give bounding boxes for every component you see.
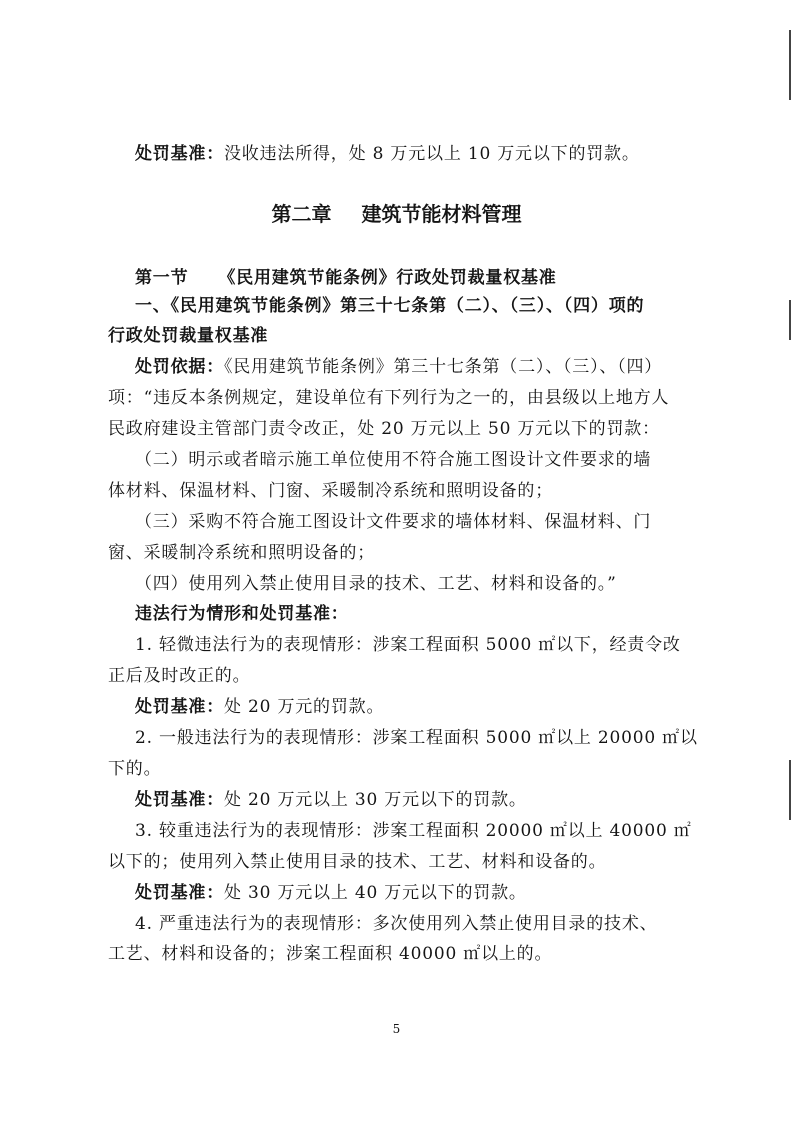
clause-3-line-2: 窗、采暖制冷系统和照明设备的； <box>108 543 375 563</box>
chapter-title <box>0 200 793 228</box>
clause-4-line-1: （四）使用列入禁止使用目录的技术、工艺、材料和设备的。” <box>135 574 617 594</box>
circumstance-3-basis-text: 处 30 万元以上 40 万元以下的罚款。 <box>224 883 527 903</box>
section-number: 第一节 <box>135 268 189 288</box>
circumstances-heading: 违法行为情形和处罚基准： <box>135 604 349 624</box>
chapter-name: 建筑节能材料管理 <box>361 202 522 226</box>
circumstance-2-basis <box>135 788 715 812</box>
section-name: 《民用建筑节能条例》行政处罚裁量权基准 <box>218 268 557 288</box>
circumstance-3-basis-label: 处罚基准： <box>135 883 224 903</box>
item-title-line-1: 一、《民用建筑节能条例》第三十七条第（二）、（三）、（四）项的 <box>135 296 645 316</box>
circumstance-4-line-1: 4. 严重违法行为的表现情形：多次使用列入禁止使用目录的技术、 <box>135 914 658 934</box>
scan-edge-mark <box>789 30 791 100</box>
penalty-basis-text: 没收违法所得，处 8 万元以上 10 万元以下的罚款。 <box>224 144 640 164</box>
circumstance-2-basis-text: 处 20 万元以上 30 万元以下的罚款。 <box>224 790 527 810</box>
penalty-basis-label: 处罚基准： <box>135 144 224 164</box>
circumstance-3-line-1: 3. 较重违法行为的表现情形：涉案工程面积 20000 ㎡以上 40000 ㎡ <box>135 821 692 841</box>
page-number: 5 <box>392 1022 401 1036</box>
scan-edge-mark <box>789 300 791 340</box>
chapter-number: 第二章 <box>271 202 332 226</box>
circumstance-1-basis <box>135 695 715 719</box>
circumstance-1-basis-text: 处 20 万元的罚款。 <box>224 697 385 717</box>
legal-basis-text: 《民用建筑节能条例》第三十七条第（二）、（三）、（四） <box>224 357 663 377</box>
circumstance-2-line-2: 下的。 <box>108 759 162 779</box>
circumstance-1-line-2: 正后及时改正的。 <box>108 666 251 686</box>
circumstance-1-line-1: 1. 轻微违法行为的表现情形：涉案工程面积 5000 ㎡以下，经责令改 <box>135 635 681 655</box>
circumstance-3-line-2: 以下的；使用列入禁止使用目录的技术、工艺、材料和设备的。 <box>108 852 607 872</box>
legal-basis-label: 处罚依据： <box>135 357 224 377</box>
circumstance-3-basis <box>135 881 715 905</box>
clause-2-line-1: （二）明示或者暗示施工单位使用不符合施工图设计文件要求的墙 <box>135 450 652 470</box>
legal-basis-line-1 <box>135 355 715 379</box>
item-title-line-2: 行政处罚裁量权基准 <box>108 326 269 346</box>
circumstance-2-line-1: 2. 一般违法行为的表现情形：涉案工程面积 5000 ㎡以上 20000 ㎡以 <box>135 728 698 748</box>
circumstance-1-basis-label: 处罚基准： <box>135 697 224 717</box>
circumstance-2-basis-label: 处罚基准： <box>135 790 224 810</box>
penalty-basis-paragraph <box>135 142 715 166</box>
section-title <box>135 266 715 290</box>
legal-basis-line-3: 民政府建设主管部门责令改正，处 20 万元以上 50 万元以下的罚款： <box>108 419 660 439</box>
circumstance-4-line-2: 工艺、材料和设备的；涉案工程面积 40000 ㎡以上的。 <box>108 944 553 964</box>
legal-basis-line-2: 项：“违反本条例规定，建设单位有下列行为之一的，由县级以上地方人 <box>108 388 670 408</box>
scan-edge-mark <box>789 760 791 820</box>
clause-2-line-2: 体材料、保温材料、门窗、采暖制冷系统和照明设备的； <box>108 481 553 501</box>
clause-3-line-1: （三）采购不符合施工图设计文件要求的墙体材料、保温材料、门 <box>135 512 652 532</box>
